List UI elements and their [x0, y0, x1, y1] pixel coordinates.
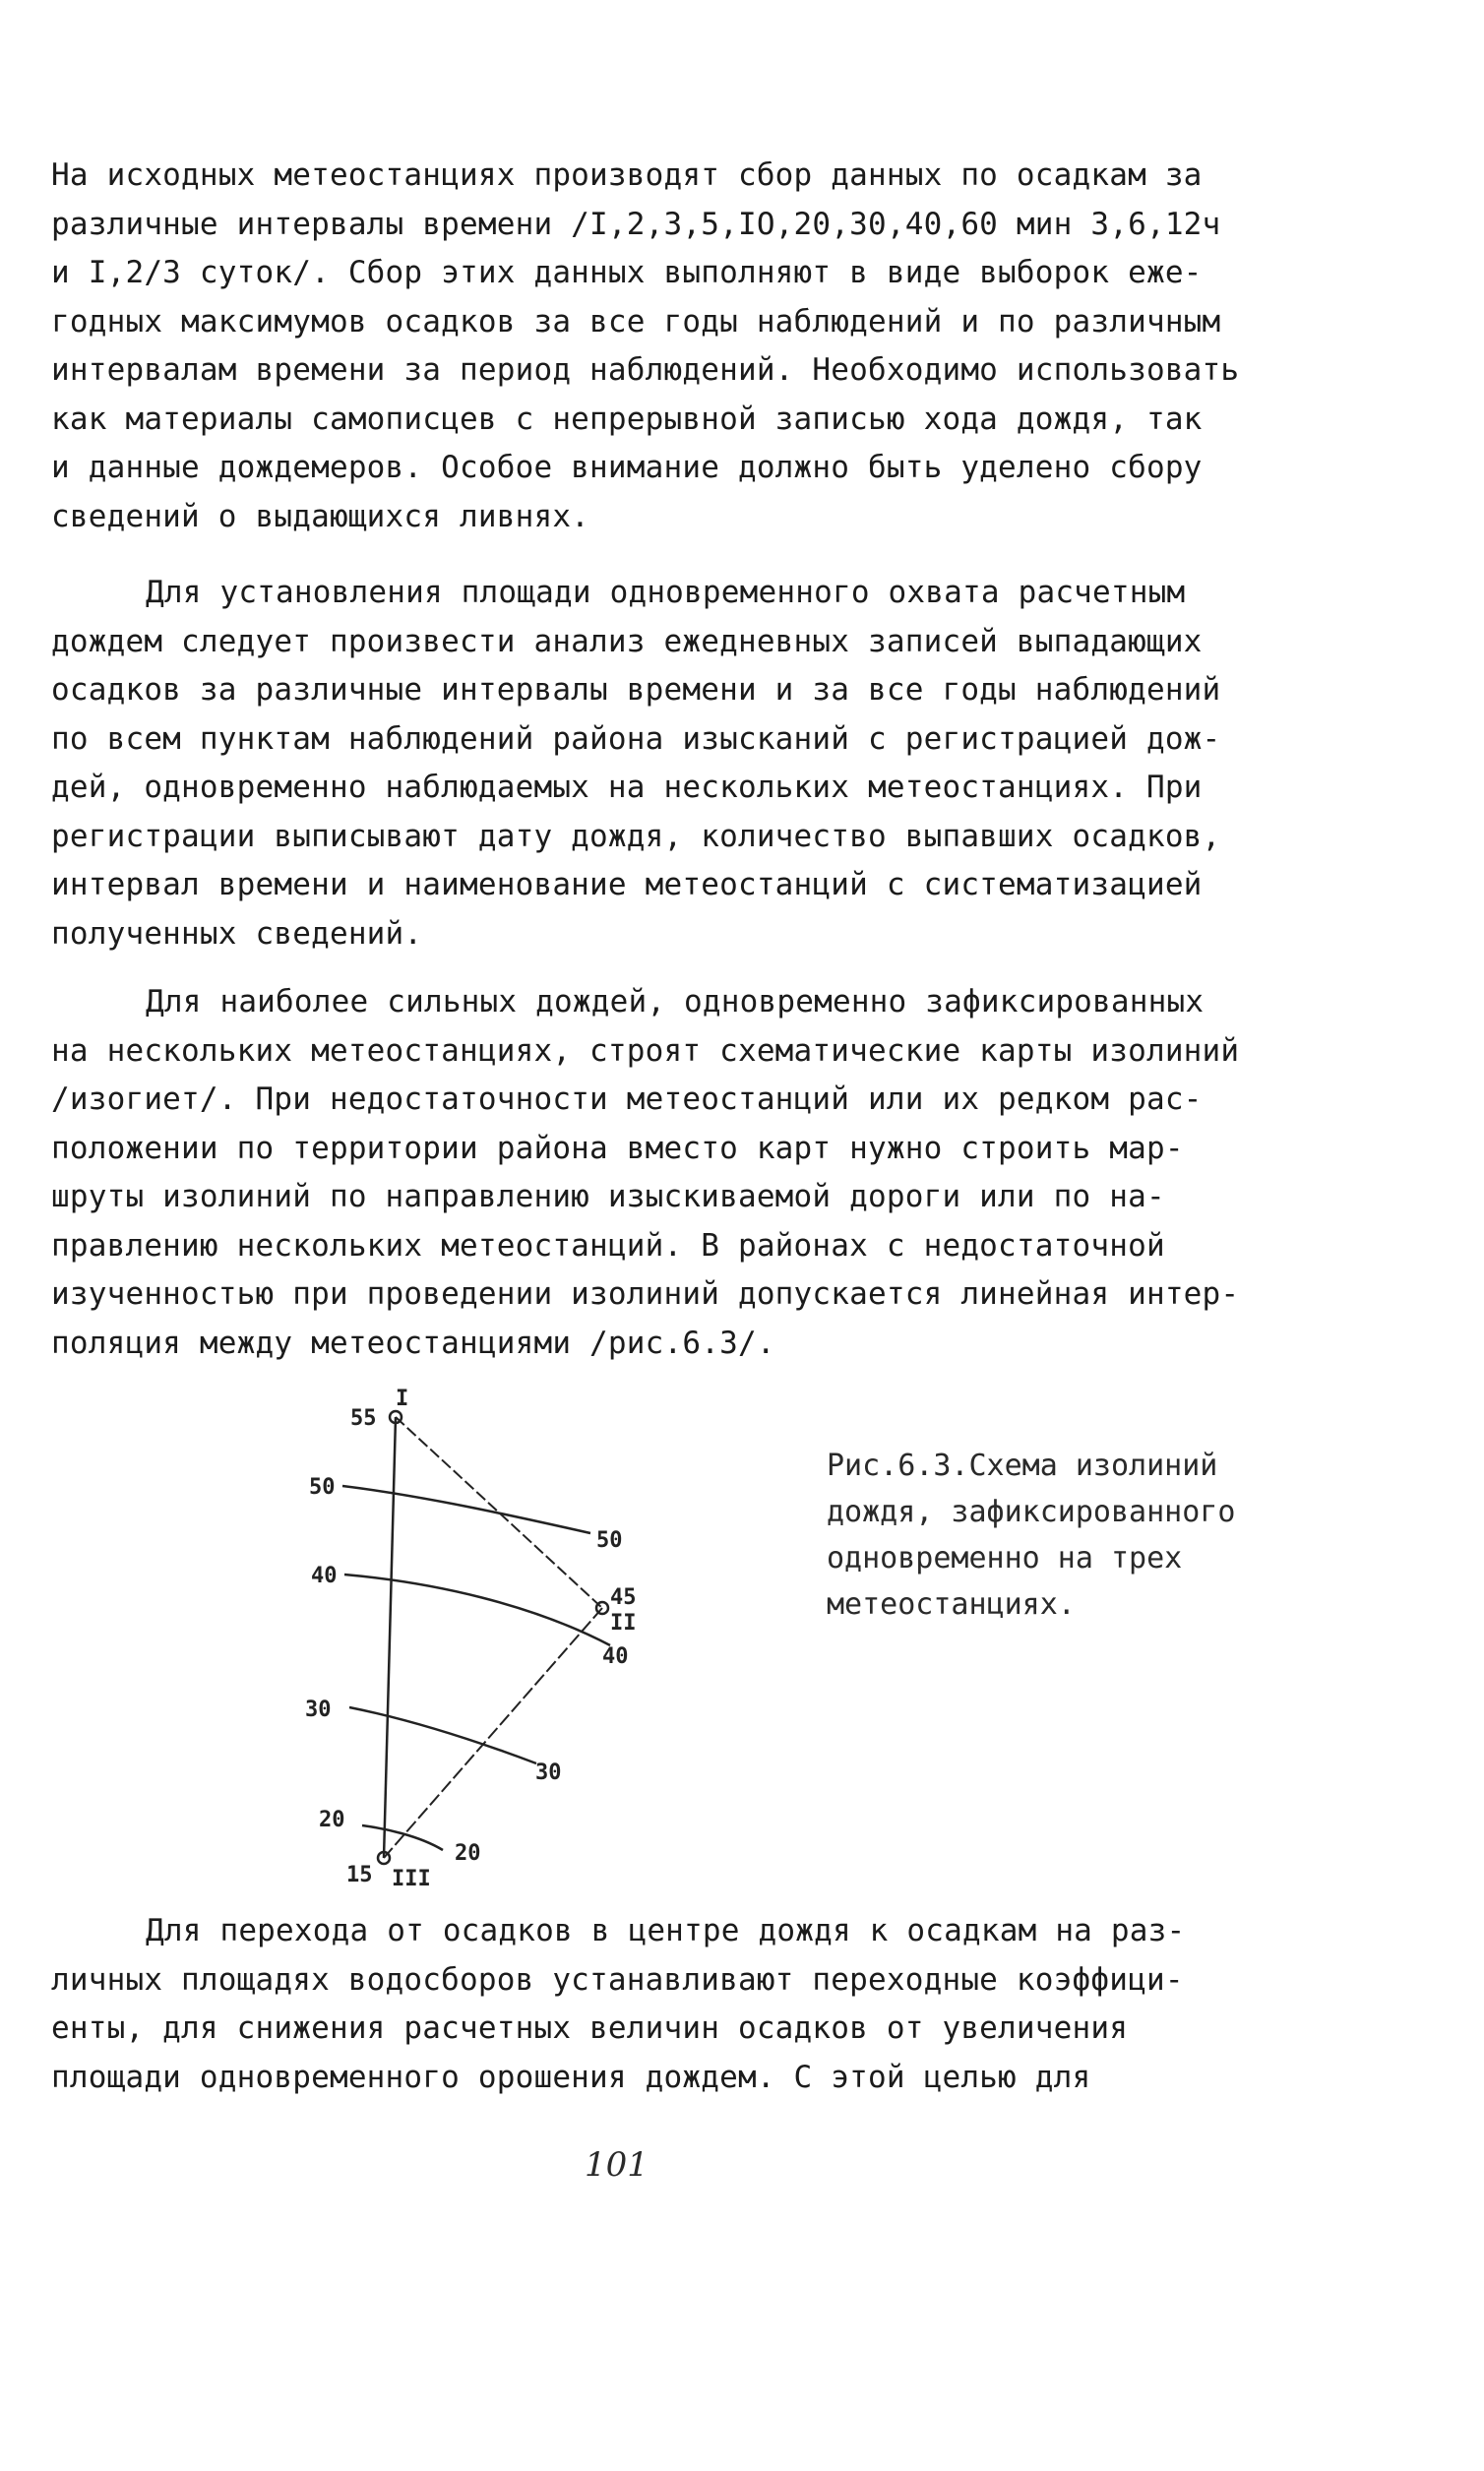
paragraph-4 [51, 1907, 1360, 2102]
caption-line: дождя, зафиксированного [827, 1495, 1236, 1529]
caption-line: метеостанциях. [827, 1587, 1076, 1622]
station-II-value: 45 [610, 1585, 637, 1610]
isoline-figure [285, 1358, 699, 1909]
text-line: полученных сведений. [51, 915, 423, 952]
text-line: и I,2/3 суток/. Сбор этих данных выполняют в виде выборок еже- [51, 255, 1203, 290]
isoline-label-left-50: 50 [309, 1475, 336, 1500]
paragraph-1 [51, 152, 1360, 541]
caption-line: Рис.6.3.Схема изолиний [827, 1449, 1218, 1483]
isoline-50 [342, 1486, 590, 1533]
text-line: площади одновременного орошения дождем. С этой целью для [51, 2059, 1091, 2095]
text-line: шруты изолиний по направлению изыскиваемой дороги или по на- [51, 1179, 1165, 1214]
text-line: различные интервалы времени /I,2,3,5,IO,20,30,40,60 мин 3,6,12ч [51, 206, 1221, 242]
isoline-label-left-40: 40 [311, 1564, 338, 1588]
text-line: Для перехода от осадков в центре дождя к осадкам на раз- [146, 1913, 1186, 1948]
isoline-label-right-50: 50 [596, 1528, 623, 1553]
text-line: личных площадях водосборов устанавливают переходные коэффици- [51, 1961, 1184, 1998]
text-line: по всем пунктам наблюдений района изысканий с регистрацией дож- [51, 720, 1221, 757]
text-line: правлению нескольких метеостанций. В районах с недостаточной [51, 1227, 1165, 1264]
figure-caption [827, 1443, 1378, 1628]
caption-line: одновременно на трех [827, 1541, 1183, 1575]
text-line: На исходных метеостанциях производят сбор данных по осадкам за [51, 157, 1203, 193]
text-line: /изогиет/. При недостаточности метеостанций или их редком рас- [51, 1081, 1203, 1117]
text-line: осадков за различные интервалы времени и за все годы наблюдений [51, 672, 1221, 708]
isoline-label-right-40: 40 [602, 1644, 629, 1669]
text-line: дождем следует произвести анализ ежедневных записей выпадающих [51, 623, 1203, 659]
text-line: регистрации выписывают дату дождя, количество выпавших осадков, [51, 818, 1221, 854]
station-I-value: 55 [350, 1406, 377, 1431]
station-III-id: III [392, 1867, 431, 1891]
text-line: положении по территории района вместо карт нужно строить мар- [51, 1130, 1184, 1166]
station-I-id: I [396, 1387, 409, 1411]
paragraph-2 [51, 569, 1360, 958]
text-line: годных максимумов осадков за все годы наблюдений и по различным [51, 303, 1221, 340]
isoline-label-right-20: 20 [455, 1841, 481, 1866]
isoline-diagram [285, 1358, 699, 1909]
isoline-label-right-30: 30 [535, 1761, 562, 1785]
station-III-value: 15 [346, 1863, 373, 1887]
isoline-40 [344, 1575, 610, 1645]
text-line: енты, для снижения расчетных величин осадков от увеличения [51, 2010, 1129, 2046]
text-line: интервал времени и наименование метеостанций с систематизацией [51, 867, 1203, 902]
text-line: Для установления площади одновременного охвата расчетным [146, 575, 1186, 610]
text-line: как материалы самописцев с непрерывной записью хода дождя, так [51, 401, 1203, 437]
text-line: на нескольких метеостанциях, строят схематические карты изолиний [51, 1032, 1240, 1069]
text-line: сведений о выдающихся ливнях. [51, 498, 590, 534]
text-line: поляция между метеостанциями /рис.6.3/. [51, 1325, 775, 1361]
station-link-II-III [384, 1608, 602, 1858]
text-line: интервалам времени за период наблюдений. Необходимо использовать [51, 352, 1240, 388]
text-line: и данные дождемеров. Особое внимание должно быть уделено сбору [51, 450, 1203, 485]
page-number: 101 [585, 2145, 649, 2185]
text-line: изученностью при проведении изолиний допускается линейная интер- [51, 1276, 1240, 1312]
text-line: Для наиболее сильных дождей, одновременно зафиксированных [146, 984, 1205, 1019]
text-line: дей, одновременно наблюдаемых на нескольких метеостанциях. При [51, 770, 1203, 805]
isoline-label-left-20: 20 [319, 1808, 345, 1832]
station-link-I-III [384, 1417, 396, 1858]
paragraph-3 [51, 978, 1360, 1368]
station-II-id: II [610, 1611, 637, 1636]
isoline-label-left-30: 30 [305, 1698, 332, 1722]
